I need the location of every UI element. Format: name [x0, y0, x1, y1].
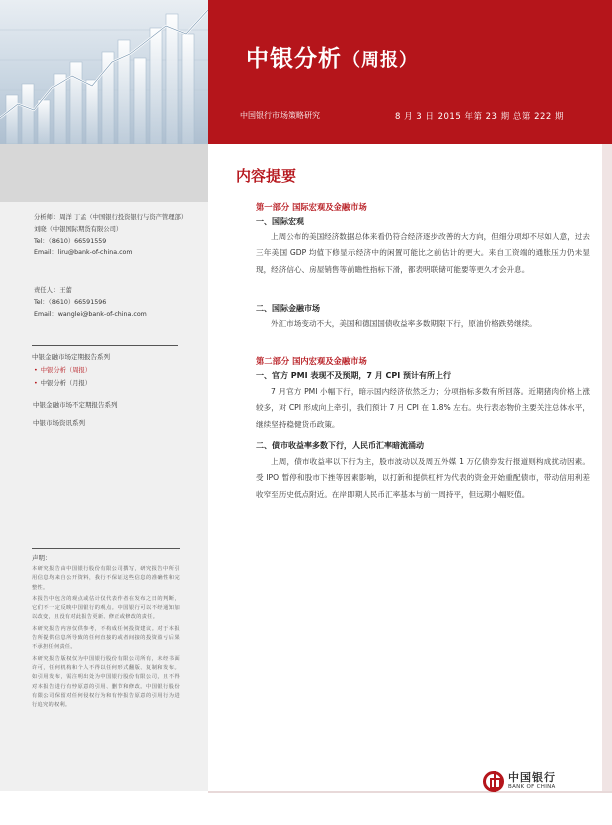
analyst-line: Tel：（8610）66591559 — [34, 237, 107, 245]
logo-chinese: 中国银行 — [508, 771, 556, 784]
bar-chart-graphic — [0, 0, 208, 144]
disclaimer-paragraph: 本研究报告由中国银行股份有限公司撰写，研究报告中所引用信息均来自公开资料，我行不保证这些信息的准确性和完整性。 — [32, 566, 180, 591]
part1-sub2: 二、国际金融市场 — [256, 304, 320, 313]
bullet-icon: • — [34, 367, 38, 374]
series-news[interactable]: 中银市场资讯系列 — [33, 419, 85, 427]
report-header — [0, 0, 612, 144]
part1-title: 第一部分 国际宏观及金融市场 — [256, 202, 367, 212]
part2-sub2: 二、债市收益率多数下行，人民币汇率暗流涌动 — [256, 441, 424, 450]
sidebar-top-band — [0, 144, 208, 202]
left-sidebar — [0, 144, 208, 791]
title-banner — [208, 0, 612, 144]
editor-line: 责任人：王蕾 — [34, 287, 72, 294]
part1-sub1: 一、国际宏观 — [256, 217, 304, 226]
editor-email: Email：wanglei@bank-of-china.com — [34, 311, 147, 318]
logo-english: BANK OF CHINA — [508, 784, 556, 790]
series-title: 中银金融市场定期报告系列 — [32, 353, 110, 361]
series-irregular[interactable]: 中银金融市场不定期报告系列 — [33, 401, 118, 409]
part1-para1: 上周公布的美国经济数据总体来看仍符合经济逐步改善的大方向，但细分项却不尽如人意，过去三年美国 GDP 均值下修显示经济中的闲置可能比之前估计的更大。来自工资端的通胀压力仍未显现，经济信心、房屋销售等前瞻性指标下滑，都表明联储可能要等更久才会升息。 — [256, 232, 590, 274]
summary-heading: 内容提要 — [236, 167, 297, 185]
series-item-label: 中银分析（月报） — [40, 380, 92, 387]
report-title-main: 中银分析 — [246, 46, 342, 72]
series-item-monthly[interactable] — [32, 378, 178, 387]
part1-para2: 外汇市场变动不大，美国和德国国债收益率多数期限下行，原油价格跌势继续。 — [271, 319, 537, 328]
report-subtitle: 中国银行市场策略研究 — [240, 111, 320, 120]
report-title — [246, 40, 418, 73]
disclaimer-paragraph: 本研究报告内容仅供参考，不构成任何投资建议。对于本报告所提供信息所导致的任何直接的或者间接的投资盈亏后果不承担任何责任。 — [32, 625, 180, 651]
main-content — [208, 144, 612, 791]
page-bottom — [0, 791, 612, 825]
analyst-info — [34, 212, 194, 259]
bank-logo — [483, 769, 583, 793]
analyst-line: 分析师：周洋 丁孟（中国银行投资银行与资产管理部） — [34, 214, 188, 221]
series-item-weekly[interactable] — [32, 365, 178, 374]
bullet-icon: • — [34, 380, 38, 387]
disclaimer-paragraph: 本报告中包含的观点或估计仅代表作者在发布之日的判断，它们不一定反映中国银行的观点。中国银行可以不经通知加以改变，且没有对此报告更新、修正或修改的责任。 — [32, 595, 180, 621]
series-item-label: 中银分析（周报） — [40, 367, 92, 374]
issue-info: 8 月 3 日 2015 年第 23 期 总第 222 期 — [394, 112, 564, 122]
editor-info — [34, 285, 194, 321]
disclaimer-title: 声明： — [32, 554, 52, 562]
part2-title: 第二部分 国内宏观及金融市场 — [256, 356, 367, 366]
part2-para2: 上周，债市收益率以下行为主，股市波动以及周五外媒 1 万亿债券发行报道则构成扰动因素。受 IPO 暂停和股市下挫等因素影响，以打新和提供杠杆为代表的资金开始重配债市，带动信用利差收窄至历史低点附近。在岸即期人民币汇率基本与前一周持平，但远期小幅贬值。 — [256, 457, 590, 499]
part2-para1: 7 月官方 PMI 小幅下行，暗示国内经济依然乏力；分项指标多数有所回落。近期猪肉价格上涨较多，对 CPI 形成向上牵引，我们预计 7 月 CPI 在 1.8% 左右。央行表态物价主要关注总体水平，继续坚持稳健货币政策。 — [256, 387, 590, 429]
bank-of-china-logo-icon — [483, 771, 504, 792]
part2-sub1: 一、官方 PMI 表现不及预期，7 月 CPI 预计有所上行 — [256, 371, 452, 380]
right-edge-band — [602, 144, 612, 791]
hero-image — [0, 0, 208, 144]
editor-line: Tel：（8610）66591596 — [34, 299, 107, 306]
analyst-line: 刘晓（中银国际期货有限公司） — [34, 225, 123, 233]
report-series-list — [32, 345, 178, 387]
disclaimer-paragraph: 本研究报告版权仅为中国银行股份有限公司所有，未经书面许可，任何机构和个人不得以任何形式翻版、复制和发布。如引用发布，需注明出处为中国银行股份有限公司，且不得对本报告进行有悖原意的引用、删节和修改。中国银行股份有限公司保留对任何侵权行为和有悖报告原意的引用行为进行追究的权利。 — [32, 655, 180, 709]
disclaimer — [32, 548, 180, 712]
analyst-email: Email：liru@bank-of-china.com — [34, 249, 133, 257]
report-title-paren: （周报） — [342, 50, 418, 71]
